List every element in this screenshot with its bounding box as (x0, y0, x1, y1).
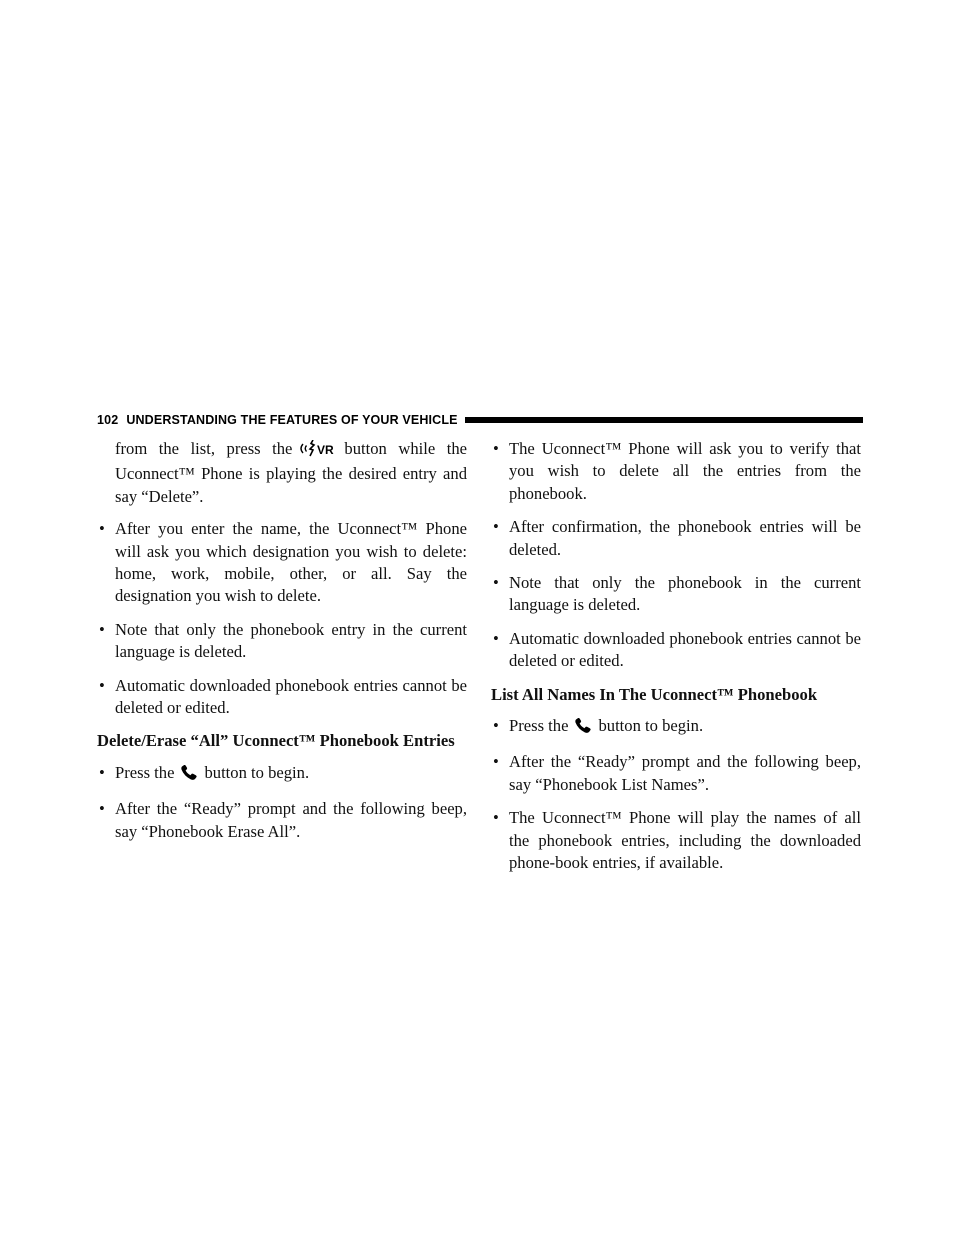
list-item (491, 516, 861, 561)
list-item-text: After confirmation, the phonebook entries will be deleted. (509, 517, 861, 559)
section-title: UNDERSTANDING THE FEATURES OF YOUR VEHICLE (126, 413, 458, 427)
bullet: • (493, 517, 499, 537)
list-item (491, 715, 861, 740)
bullet: • (99, 619, 105, 639)
list-item (97, 675, 467, 720)
voice-recognition-icon (298, 440, 338, 463)
bullet: • (493, 752, 499, 772)
right-column (491, 438, 861, 886)
press-text-end: button to begin. (204, 762, 310, 782)
header-rule (465, 417, 863, 423)
list-item-text: After the “Ready” prompt and the following beep, say “Phonebook List Names”. (509, 752, 861, 794)
continued-paragraph (97, 438, 467, 508)
bullet: • (493, 808, 499, 828)
list-item-text: Automatic downloaded phonebook entries cannot be deleted or edited. (509, 628, 861, 671)
list-item-text: The Uconnect™ Phone will ask you to verify that you wish to delete all the entries from the phonebook. (509, 439, 861, 503)
header-text (97, 413, 458, 427)
list-item-text: Automatic downloaded phonebook entries cannot be deleted or edited. (115, 675, 467, 718)
list-item (97, 762, 467, 787)
bullet: • (99, 762, 105, 782)
list-item (491, 572, 861, 617)
list-item (97, 518, 467, 608)
bullet: • (493, 439, 499, 458)
bullet: • (493, 628, 499, 648)
page-number: 102 (97, 413, 119, 427)
press-text: Press the (509, 716, 569, 736)
list-item-text: After the “Ready” prompt and the following beep, say “Phonebook Erase All”. (115, 799, 467, 841)
phone-icon (180, 765, 198, 787)
list-item-text: The Uconnect™ Phone will play the names of all the phonebook entries, including the downloaded phone-book entries, if available. (509, 808, 861, 873)
list-item (491, 438, 861, 505)
bullet: • (493, 716, 499, 736)
bullet: • (493, 573, 499, 593)
bullet: • (99, 799, 105, 819)
list-item-text: After you enter the name, the Uconnect™ Phone will ask you which designation you wish to delete: home, work, mobile, other, or all. Say the designation you wish to delete. (115, 519, 467, 606)
svg-text:VR: VR (317, 443, 335, 457)
left-column (97, 438, 467, 854)
continued-text-end: button while the Uconnect™ Phone is playing the desired entry and say “Delete”. (115, 439, 468, 506)
list-item (97, 619, 467, 664)
press-text: Press the (115, 762, 175, 782)
list-item (491, 751, 861, 796)
list-item-text: Note that only the phonebook in the current language is deleted. (509, 573, 861, 615)
page-header (97, 414, 863, 428)
list-item (97, 798, 467, 843)
bullet: • (99, 675, 105, 695)
continued-text-start: from the list, press the (115, 439, 293, 458)
press-text-end: button to begin. (598, 716, 704, 736)
list-item-text: Note that only the phonebook entry in the current language is deleted. (115, 619, 467, 662)
section-heading: List All Names In The Uconnect™ Phonebook (491, 684, 818, 704)
list-item (491, 807, 861, 874)
section-heading: Delete/Erase “All” Uconnect™ Phonebook Entries (97, 731, 455, 751)
list-item (491, 628, 861, 673)
bullet: • (99, 519, 105, 539)
phone-icon (574, 718, 592, 740)
